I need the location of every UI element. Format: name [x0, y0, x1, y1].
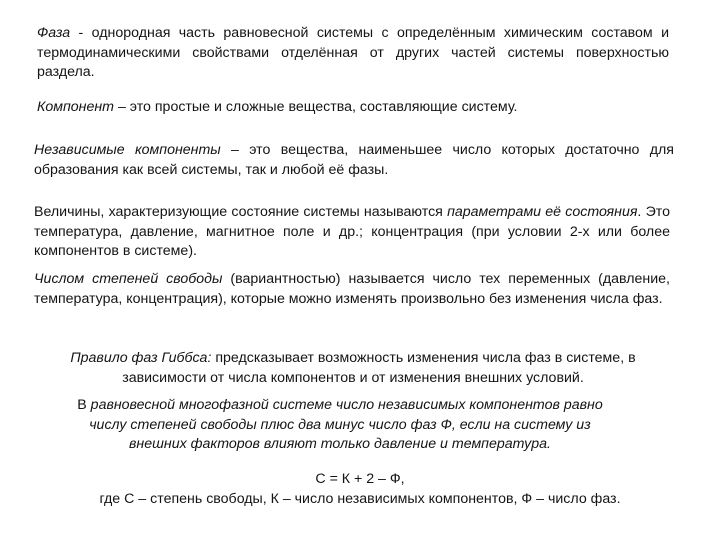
definition-phase-text: - однородная часть равновесной системы с определённым химическим составом и термодинамическими свойствами отделённая от других частей системы поверхностью раздела. — [37, 25, 669, 80]
formula-legend: где С – степень свободы, К – число независимых компонентов, Ф – число фаз. — [99, 490, 621, 507]
term-independent-components: Независимые компоненты — [34, 142, 221, 158]
term-component: Компонент — [37, 99, 114, 115]
gibbs-rule-line-2: зависимости от числа компонентов и от изменения внешних условий. — [122, 369, 584, 386]
definition-independent-components-text: – это вещества, наименьшее число которых достаточно для образования как всей системы, так и любой её фазы. — [34, 142, 674, 178]
gibbs-phase-rule — [30, 349, 676, 388]
term-degrees-of-freedom: Числом степеней свободы — [34, 271, 223, 287]
statement-line-1: равновесной многофазной системе число независимых компонентов равно — [86, 397, 603, 413]
definition-degrees-of-freedom-text: (вариантностью) называется число тех переменных (давление, температура, концентрация), которые можно изменять произвольно без изменения числа фаз. — [34, 271, 670, 307]
definition-component-text: – это простые и сложные вещества, составляющие систему. — [114, 99, 518, 115]
definition-independent-components — [34, 141, 674, 180]
definition-state-parameters — [34, 203, 670, 262]
gibbs-formula: С = К + 2 – Ф, — [315, 471, 405, 487]
term-phase: Фаза — [37, 25, 71, 41]
term-state-parameters: параметрами её состояния — [447, 204, 638, 220]
statement-line-3: внешних факторов влияют только давление и температура. — [129, 436, 551, 452]
definition-phase — [37, 24, 669, 83]
term-gibbs-phase-rule: Правило фаз Гиббса: — [70, 350, 212, 366]
state-parameters-intro: Величины, характеризующие состояние системы называются — [34, 204, 448, 220]
gibbs-formula-block — [40, 470, 680, 509]
gibbs-rule-statement — [40, 396, 640, 455]
state-parameters-text: . Это температура, давление, магнитное поле и др.; концентрация (при условии 2-х или более компонентов в системе). — [34, 204, 670, 259]
definition-component — [37, 98, 677, 118]
statement-lead: В — [77, 397, 87, 413]
gibbs-rule-line-1: предсказывает возможность изменения числа фаз в системе, в — [211, 350, 636, 366]
definition-degrees-of-freedom — [34, 270, 670, 309]
statement-line-2: числу степеней свободы плюс два минус число фаз Ф, если на систему из — [89, 416, 591, 433]
